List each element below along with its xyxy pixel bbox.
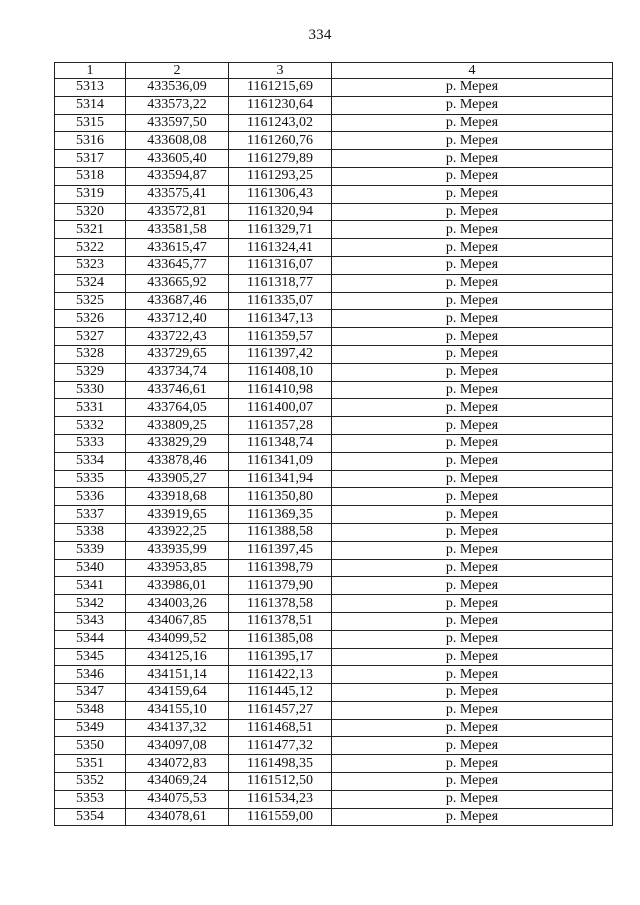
y-coordinate-cell: 1161378,58 — [229, 595, 332, 613]
x-coordinate-cell: 433573,22 — [126, 96, 229, 114]
table-row — [55, 523, 613, 541]
point-number-cell: 5342 — [55, 595, 126, 613]
object-name-cell: р. Мерея — [332, 345, 613, 363]
y-coordinate-cell: 1161306,43 — [229, 185, 332, 203]
object-name-cell: р. Мерея — [332, 523, 613, 541]
object-name-cell: р. Мерея — [332, 488, 613, 506]
table-row — [55, 292, 613, 310]
point-number-cell: 5319 — [55, 185, 126, 203]
table-row — [55, 150, 613, 168]
table-row — [55, 96, 613, 114]
table-body — [55, 79, 613, 826]
y-coordinate-cell: 1161341,09 — [229, 452, 332, 470]
table-row — [55, 701, 613, 719]
object-name-cell: р. Мерея — [332, 755, 613, 773]
x-coordinate-cell: 433615,47 — [126, 239, 229, 257]
point-number-cell: 5339 — [55, 541, 126, 559]
table-header-row — [55, 63, 613, 79]
x-coordinate-cell: 433572,81 — [126, 203, 229, 221]
object-name-cell: р. Мерея — [332, 167, 613, 185]
x-coordinate-cell: 433608,08 — [126, 132, 229, 150]
point-number-cell: 5326 — [55, 310, 126, 328]
x-coordinate-cell: 434069,24 — [126, 773, 229, 791]
x-coordinate-cell: 433729,65 — [126, 345, 229, 363]
point-number-cell: 5347 — [55, 684, 126, 702]
x-coordinate-cell: 433722,43 — [126, 328, 229, 346]
table-row — [55, 808, 613, 826]
point-number-cell: 5352 — [55, 773, 126, 791]
table-row — [55, 114, 613, 132]
y-coordinate-cell: 1161341,94 — [229, 470, 332, 488]
object-name-cell: р. Мерея — [332, 666, 613, 684]
table-row — [55, 256, 613, 274]
header-col-2: 2 — [126, 63, 229, 79]
table-row — [55, 595, 613, 613]
y-coordinate-cell: 1161379,90 — [229, 577, 332, 595]
y-coordinate-cell: 1161293,25 — [229, 167, 332, 185]
object-name-cell: р. Мерея — [332, 612, 613, 630]
x-coordinate-cell: 433986,01 — [126, 577, 229, 595]
object-name-cell: р. Мерея — [332, 417, 613, 435]
table-row — [55, 132, 613, 150]
table-row — [55, 648, 613, 666]
point-number-cell: 5330 — [55, 381, 126, 399]
table-row — [55, 345, 613, 363]
point-number-cell: 5317 — [55, 150, 126, 168]
header-col-1: 1 — [55, 63, 126, 79]
object-name-cell: р. Мерея — [332, 96, 613, 114]
point-number-cell: 5351 — [55, 755, 126, 773]
object-name-cell: р. Мерея — [332, 310, 613, 328]
object-name-cell: р. Мерея — [332, 79, 613, 97]
x-coordinate-cell: 433687,46 — [126, 292, 229, 310]
table-row — [55, 630, 613, 648]
y-coordinate-cell: 1161397,42 — [229, 345, 332, 363]
point-number-cell: 5337 — [55, 506, 126, 524]
y-coordinate-cell: 1161359,57 — [229, 328, 332, 346]
object-name-cell: р. Мерея — [332, 790, 613, 808]
point-number-cell: 5320 — [55, 203, 126, 221]
y-coordinate-cell: 1161320,94 — [229, 203, 332, 221]
table-row — [55, 399, 613, 417]
x-coordinate-cell: 433829,29 — [126, 434, 229, 452]
point-number-cell: 5323 — [55, 256, 126, 274]
point-number-cell: 5322 — [55, 239, 126, 257]
table-row — [55, 773, 613, 791]
x-coordinate-cell: 433905,27 — [126, 470, 229, 488]
y-coordinate-cell: 1161335,07 — [229, 292, 332, 310]
table-row — [55, 577, 613, 595]
object-name-cell: р. Мерея — [332, 274, 613, 292]
object-name-cell: р. Мерея — [332, 452, 613, 470]
object-name-cell: р. Мерея — [332, 648, 613, 666]
x-coordinate-cell: 434072,83 — [126, 755, 229, 773]
table-row — [55, 79, 613, 97]
object-name-cell: р. Мерея — [332, 737, 613, 755]
point-number-cell: 5350 — [55, 737, 126, 755]
x-coordinate-cell: 434125,16 — [126, 648, 229, 666]
y-coordinate-cell: 1161215,69 — [229, 79, 332, 97]
y-coordinate-cell: 1161534,23 — [229, 790, 332, 808]
point-number-cell: 5354 — [55, 808, 126, 826]
y-coordinate-cell: 1161316,07 — [229, 256, 332, 274]
x-coordinate-cell: 433594,87 — [126, 167, 229, 185]
object-name-cell: р. Мерея — [332, 577, 613, 595]
y-coordinate-cell: 1161422,13 — [229, 666, 332, 684]
point-number-cell: 5338 — [55, 523, 126, 541]
x-coordinate-cell: 433809,25 — [126, 417, 229, 435]
x-coordinate-cell: 434003,26 — [126, 595, 229, 613]
y-coordinate-cell: 1161400,07 — [229, 399, 332, 417]
y-coordinate-cell: 1161445,12 — [229, 684, 332, 702]
x-coordinate-cell: 434075,53 — [126, 790, 229, 808]
table-row — [55, 790, 613, 808]
x-coordinate-cell: 433922,25 — [126, 523, 229, 541]
table-row — [55, 737, 613, 755]
object-name-cell: р. Мерея — [332, 381, 613, 399]
x-coordinate-cell: 433746,61 — [126, 381, 229, 399]
table-row — [55, 381, 613, 399]
table-row — [55, 612, 613, 630]
object-name-cell: р. Мерея — [332, 399, 613, 417]
y-coordinate-cell: 1161408,10 — [229, 363, 332, 381]
object-name-cell: р. Мерея — [332, 701, 613, 719]
x-coordinate-cell: 433645,77 — [126, 256, 229, 274]
x-coordinate-cell: 434097,08 — [126, 737, 229, 755]
table-row — [55, 470, 613, 488]
y-coordinate-cell: 1161395,17 — [229, 648, 332, 666]
coordinates-table — [54, 62, 613, 826]
x-coordinate-cell: 434137,32 — [126, 719, 229, 737]
x-coordinate-cell: 434078,61 — [126, 808, 229, 826]
y-coordinate-cell: 1161318,77 — [229, 274, 332, 292]
y-coordinate-cell: 1161397,45 — [229, 541, 332, 559]
table-row — [55, 203, 613, 221]
page-number: 334 — [308, 27, 332, 43]
point-number-cell: 5325 — [55, 292, 126, 310]
y-coordinate-cell: 1161230,64 — [229, 96, 332, 114]
y-coordinate-cell: 1161559,00 — [229, 808, 332, 826]
point-number-cell: 5340 — [55, 559, 126, 577]
point-number-cell: 5344 — [55, 630, 126, 648]
x-coordinate-cell: 433581,58 — [126, 221, 229, 239]
table-row — [55, 185, 613, 203]
y-coordinate-cell: 1161324,41 — [229, 239, 332, 257]
x-coordinate-cell: 433935,99 — [126, 541, 229, 559]
x-coordinate-cell: 433575,41 — [126, 185, 229, 203]
object-name-cell: р. Мерея — [332, 719, 613, 737]
point-number-cell: 5313 — [55, 79, 126, 97]
table-row — [55, 328, 613, 346]
table-row — [55, 488, 613, 506]
point-number-cell: 5349 — [55, 719, 126, 737]
x-coordinate-cell: 434067,85 — [126, 612, 229, 630]
table-row — [55, 239, 613, 257]
point-number-cell: 5334 — [55, 452, 126, 470]
point-number-cell: 5329 — [55, 363, 126, 381]
x-coordinate-cell: 433605,40 — [126, 150, 229, 168]
object-name-cell: р. Мерея — [332, 363, 613, 381]
y-coordinate-cell: 1161388,58 — [229, 523, 332, 541]
point-number-cell: 5353 — [55, 790, 126, 808]
object-name-cell: р. Мерея — [332, 239, 613, 257]
table-row — [55, 719, 613, 737]
y-coordinate-cell: 1161357,28 — [229, 417, 332, 435]
point-number-cell: 5321 — [55, 221, 126, 239]
x-coordinate-cell: 433878,46 — [126, 452, 229, 470]
table-row — [55, 559, 613, 577]
table-row — [55, 167, 613, 185]
object-name-cell: р. Мерея — [332, 150, 613, 168]
x-coordinate-cell: 434099,52 — [126, 630, 229, 648]
y-coordinate-cell: 1161369,35 — [229, 506, 332, 524]
object-name-cell: р. Мерея — [332, 595, 613, 613]
y-coordinate-cell: 1161477,32 — [229, 737, 332, 755]
object-name-cell: р. Мерея — [332, 684, 613, 702]
point-number-cell: 5348 — [55, 701, 126, 719]
table-row — [55, 363, 613, 381]
y-coordinate-cell: 1161378,51 — [229, 612, 332, 630]
point-number-cell: 5315 — [55, 114, 126, 132]
point-number-cell: 5327 — [55, 328, 126, 346]
object-name-cell: р. Мерея — [332, 328, 613, 346]
table-row — [55, 434, 613, 452]
x-coordinate-cell: 434151,14 — [126, 666, 229, 684]
x-coordinate-cell: 433953,85 — [126, 559, 229, 577]
x-coordinate-cell: 434155,10 — [126, 701, 229, 719]
object-name-cell: р. Мерея — [332, 559, 613, 577]
object-name-cell: р. Мерея — [332, 256, 613, 274]
point-number-cell: 5333 — [55, 434, 126, 452]
y-coordinate-cell: 1161348,74 — [229, 434, 332, 452]
point-number-cell: 5332 — [55, 417, 126, 435]
object-name-cell: р. Мерея — [332, 203, 613, 221]
x-coordinate-cell: 434159,64 — [126, 684, 229, 702]
y-coordinate-cell: 1161329,71 — [229, 221, 332, 239]
x-coordinate-cell: 433918,68 — [126, 488, 229, 506]
table-row — [55, 417, 613, 435]
table-row — [55, 755, 613, 773]
point-number-cell: 5335 — [55, 470, 126, 488]
table-row — [55, 666, 613, 684]
y-coordinate-cell: 1161468,51 — [229, 719, 332, 737]
object-name-cell: р. Мерея — [332, 541, 613, 559]
y-coordinate-cell: 1161279,89 — [229, 150, 332, 168]
table-row — [55, 274, 613, 292]
point-number-cell: 5345 — [55, 648, 126, 666]
point-number-cell: 5336 — [55, 488, 126, 506]
object-name-cell: р. Мерея — [332, 470, 613, 488]
x-coordinate-cell: 433597,50 — [126, 114, 229, 132]
y-coordinate-cell: 1161398,79 — [229, 559, 332, 577]
header-col-4: 4 — [332, 63, 613, 79]
object-name-cell: р. Мерея — [332, 132, 613, 150]
x-coordinate-cell: 433919,65 — [126, 506, 229, 524]
y-coordinate-cell: 1161512,50 — [229, 773, 332, 791]
x-coordinate-cell: 433536,09 — [126, 79, 229, 97]
point-number-cell: 5331 — [55, 399, 126, 417]
y-coordinate-cell: 1161350,80 — [229, 488, 332, 506]
object-name-cell: р. Мерея — [332, 773, 613, 791]
header-col-3: 3 — [229, 63, 332, 79]
x-coordinate-cell: 433665,92 — [126, 274, 229, 292]
point-number-cell: 5341 — [55, 577, 126, 595]
y-coordinate-cell: 1161457,27 — [229, 701, 332, 719]
point-number-cell: 5328 — [55, 345, 126, 363]
table-row — [55, 310, 613, 328]
object-name-cell: р. Мерея — [332, 808, 613, 826]
object-name-cell: р. Мерея — [332, 114, 613, 132]
y-coordinate-cell: 1161498,35 — [229, 755, 332, 773]
object-name-cell: р. Мерея — [332, 630, 613, 648]
object-name-cell: р. Мерея — [332, 221, 613, 239]
object-name-cell: р. Мерея — [332, 185, 613, 203]
y-coordinate-cell: 1161243,02 — [229, 114, 332, 132]
point-number-cell: 5324 — [55, 274, 126, 292]
y-coordinate-cell: 1161410,98 — [229, 381, 332, 399]
table-row — [55, 506, 613, 524]
point-number-cell: 5316 — [55, 132, 126, 150]
point-number-cell: 5343 — [55, 612, 126, 630]
x-coordinate-cell: 433734,74 — [126, 363, 229, 381]
point-number-cell: 5346 — [55, 666, 126, 684]
table-row — [55, 452, 613, 470]
object-name-cell: р. Мерея — [332, 434, 613, 452]
y-coordinate-cell: 1161385,08 — [229, 630, 332, 648]
object-name-cell: р. Мерея — [332, 292, 613, 310]
object-name-cell: р. Мерея — [332, 506, 613, 524]
y-coordinate-cell: 1161347,13 — [229, 310, 332, 328]
x-coordinate-cell: 433712,40 — [126, 310, 229, 328]
table-row — [55, 221, 613, 239]
point-number-cell: 5318 — [55, 167, 126, 185]
table-row — [55, 541, 613, 559]
point-number-cell: 5314 — [55, 96, 126, 114]
y-coordinate-cell: 1161260,76 — [229, 132, 332, 150]
x-coordinate-cell: 433764,05 — [126, 399, 229, 417]
table-row — [55, 684, 613, 702]
